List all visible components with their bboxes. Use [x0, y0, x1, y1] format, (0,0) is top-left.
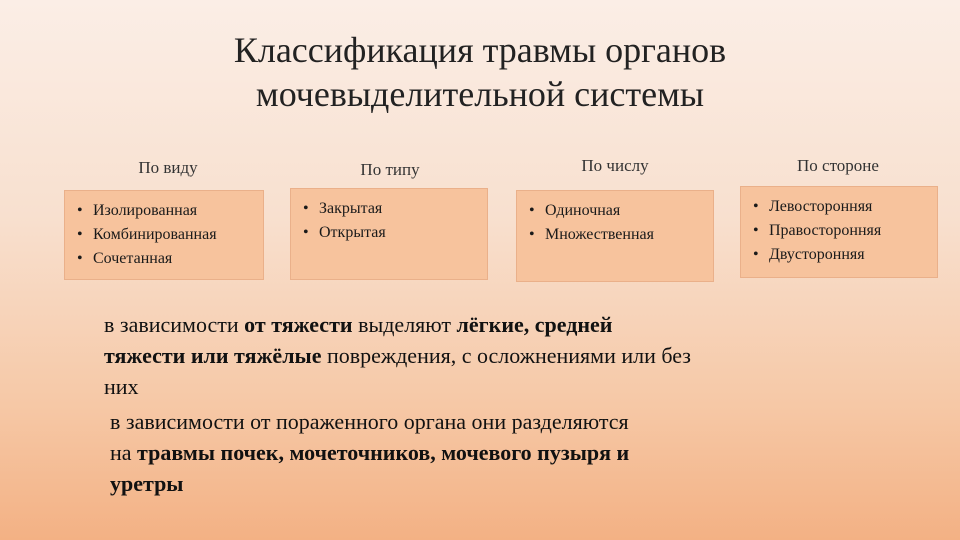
bullet: • [77, 250, 83, 267]
classification-box-by-side [740, 186, 938, 278]
list-item-label: Сочетанная [93, 250, 173, 267]
list-item [77, 199, 253, 223]
bullet: • [77, 226, 83, 243]
list-item [77, 247, 253, 271]
paragraph-line [104, 371, 884, 402]
slide-title-line-2: мочевыделительной системы [255, 74, 705, 114]
text-run: выделяют [352, 312, 457, 337]
bold-text-run: лёгкие, средней [456, 312, 613, 337]
classification-box-by-count [516, 190, 714, 282]
classification-list [303, 197, 477, 245]
list-item-label: Изолированная [93, 202, 198, 219]
classification-list [753, 195, 927, 267]
list-item [529, 199, 703, 223]
organ-paragraph [110, 406, 890, 499]
list-item-label: Левосторонняя [769, 198, 873, 215]
paragraph-line [104, 340, 884, 371]
bullet: • [529, 202, 535, 219]
text-run: них [104, 374, 139, 399]
list-item-label: Правосторонняя [769, 222, 882, 239]
list-item-label: Двусторонняя [769, 246, 865, 263]
text-run: на [110, 440, 138, 465]
bullet: • [529, 226, 535, 243]
list-item [753, 219, 927, 243]
column-heading-by-side: По стороне [797, 156, 879, 175]
slide-title-line-1: Классификация травмы органов [233, 30, 727, 70]
bold-text-run: тяжести или тяжёлые [104, 343, 322, 368]
list-item [753, 195, 927, 219]
classification-box-by-type [64, 190, 264, 280]
bullet: • [303, 224, 309, 241]
list-item-label: Комбинированная [93, 226, 217, 243]
classification-list [529, 199, 703, 247]
bullet: • [753, 198, 759, 215]
text-run: повреждения, с осложнениями или без [321, 343, 691, 368]
severity-paragraph [104, 309, 884, 402]
bold-text-run: уретры [110, 471, 184, 496]
bullet: • [303, 200, 309, 217]
bold-text-run: травмы почек, мочеточников, мочевого пузыря и [137, 440, 630, 465]
column-heading-by-count: По числу [581, 156, 649, 175]
paragraph-line [110, 468, 890, 499]
paragraph-line [110, 406, 890, 437]
column-heading-by-type: По виду [138, 158, 198, 177]
list-item-label: Открытая [319, 224, 386, 241]
list-item-label: Множественная [545, 226, 654, 243]
list-item [77, 223, 253, 247]
slide-title [0, 28, 960, 116]
text-run: в зависимости от пораженного органа они разделяются [110, 409, 629, 434]
list-item [753, 243, 927, 267]
list-item [303, 197, 477, 221]
bold-text-run: от тяжести [244, 312, 353, 337]
bullet: • [753, 246, 759, 263]
list-item [529, 223, 703, 247]
paragraph-line [104, 309, 884, 340]
list-item [303, 221, 477, 245]
column-heading-by-kind: По типу [360, 160, 420, 179]
bullet: • [77, 202, 83, 219]
classification-box-by-kind [290, 188, 488, 280]
text-run: в зависимости [104, 312, 245, 337]
classification-list [77, 199, 253, 271]
paragraph-line [110, 437, 890, 468]
list-item-label: Закрытая [319, 200, 383, 217]
list-item-label: Одиночная [545, 202, 621, 219]
bullet: • [753, 222, 759, 239]
